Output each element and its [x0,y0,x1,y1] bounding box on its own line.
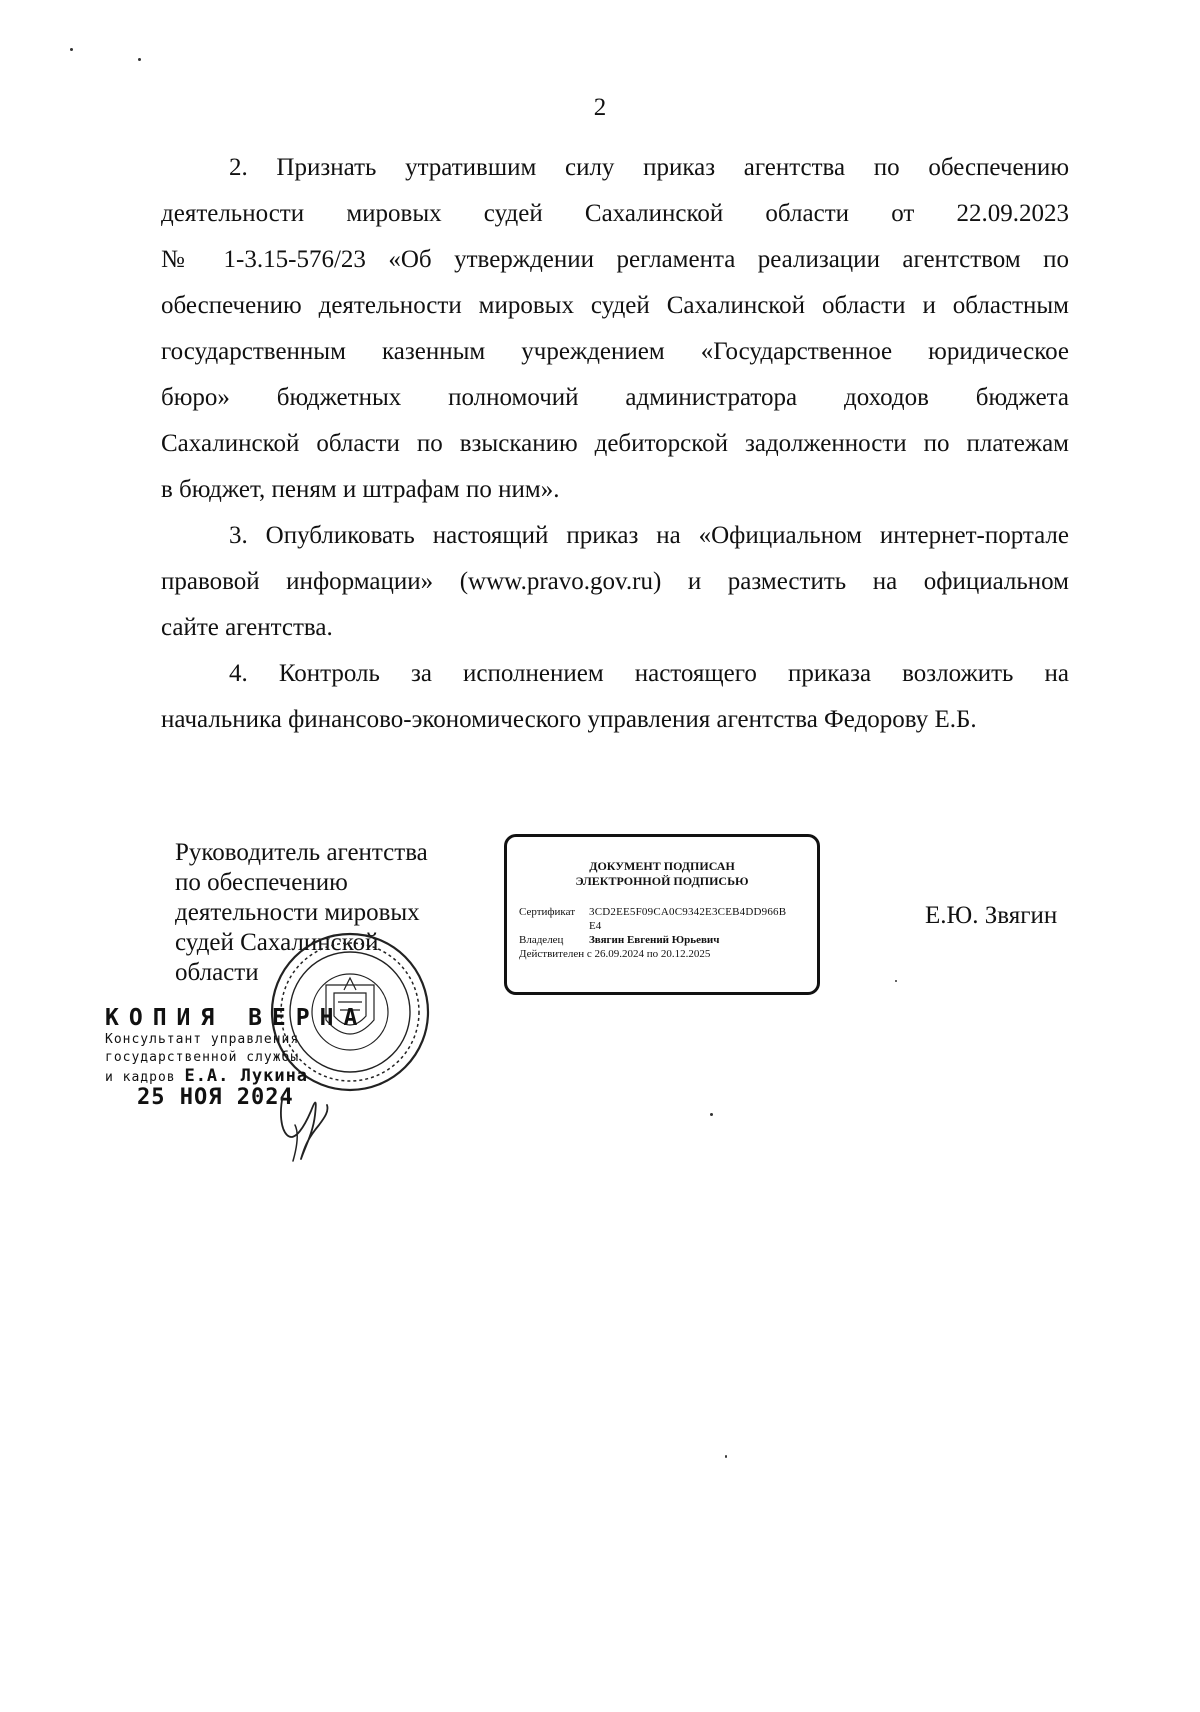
order-body-text [161,145,1069,743]
page-number: 2 [593,94,607,121]
electronic-signature-stamp [504,834,820,995]
stamp-line [105,1067,367,1087]
paragraph-line: деятельности мировых судей Сахалинской области от 22.09.2023 [161,200,1069,227]
paragraph-4 [161,651,1069,697]
paragraph-line: бюро» бюджетных полномочий администратора доходов бюджета [161,384,1069,411]
signatory-title-line: Руководитель агентства [175,839,428,866]
scan-speck [138,58,141,61]
esign-title-line: ДОКУМЕНТ ПОДПИСАН [589,859,735,873]
esign-cert-value: 3CD2EE5F09CA0C9342E3CEB4DD966B [589,906,787,918]
paragraph-line: сайте агентства. [161,614,333,641]
stamp-line: Консультант управления [105,1032,300,1047]
stamp-date: 25 НОЯ 2024 [137,1085,294,1110]
stamp-signer-name: Е.А. Лукина [184,1066,309,1086]
esign-validity: Действителен с 26.09.2024 по 20.12.2025 [519,948,711,960]
paragraph-3 [161,513,1069,559]
esign-owner-value: Звягин Евгений Юрьевич [589,934,720,946]
paragraph-line: правовой информации» (www.pravo.gov.ru) и разместить на официальном [161,568,1069,595]
esign-title [507,859,817,889]
paragraph-line: 3. Опубликовать настоящий приказ на «Официальном интернет-портале [229,522,1069,549]
signatory-title-line: судей Сахалинской [175,929,379,956]
signer-name: Е.Ю. Звягин [925,902,1058,929]
esign-owner [507,933,817,947]
paragraph-line: 2. Признать утратившим силу приказ агентства по обеспечению [229,154,1069,181]
paragraph-line: государственным казенным учреждением «Государственное юридическое [161,338,1069,365]
scan-speck [70,48,73,51]
scan-speck [710,1113,713,1116]
paragraph-line: начальника финансово-экономического управления агентства Федорову Е.Б. [161,706,977,733]
paragraph-line: обеспечению деятельности мировых судей Сахалинской области и областным [161,292,1069,319]
stamp-line: государственной службы [105,1050,300,1065]
stamp-heading: КОПИЯ ВЕРНА [105,1005,368,1031]
signatory-title-line: области [175,959,259,986]
scan-speck [895,980,897,982]
paragraph-line: № 1-3.15-576/23 «Об утверждении регламента реализации агентством по [161,246,1069,273]
scan-speck [725,1455,727,1458]
signatory-title-line: деятельности мировых [175,899,420,926]
handwritten-signature-icon [275,1085,335,1165]
esign-cert-label: Сертификат [519,906,575,918]
paragraph-line: 4. Контроль за исполнением настоящего приказа возложить на [229,660,1069,687]
esign-owner-label: Владелец [519,934,564,946]
paragraph-line: в бюджет, пеням и штрафам по ним». [161,476,560,503]
esign-certificate [507,905,817,933]
esign-title-line: ЭЛЕКТРОННОЙ ПОДПИСЬЮ [575,874,749,888]
signatory-title-line: по обеспечению [175,869,348,896]
esign-cert-value-continued: E4 [589,920,602,932]
stamp-line-prefix: и кадров [105,1070,176,1085]
paragraph-2 [161,145,1069,191]
paragraph-line: Сахалинской области по взысканию дебиторской задолженности по платежам [161,430,1069,457]
